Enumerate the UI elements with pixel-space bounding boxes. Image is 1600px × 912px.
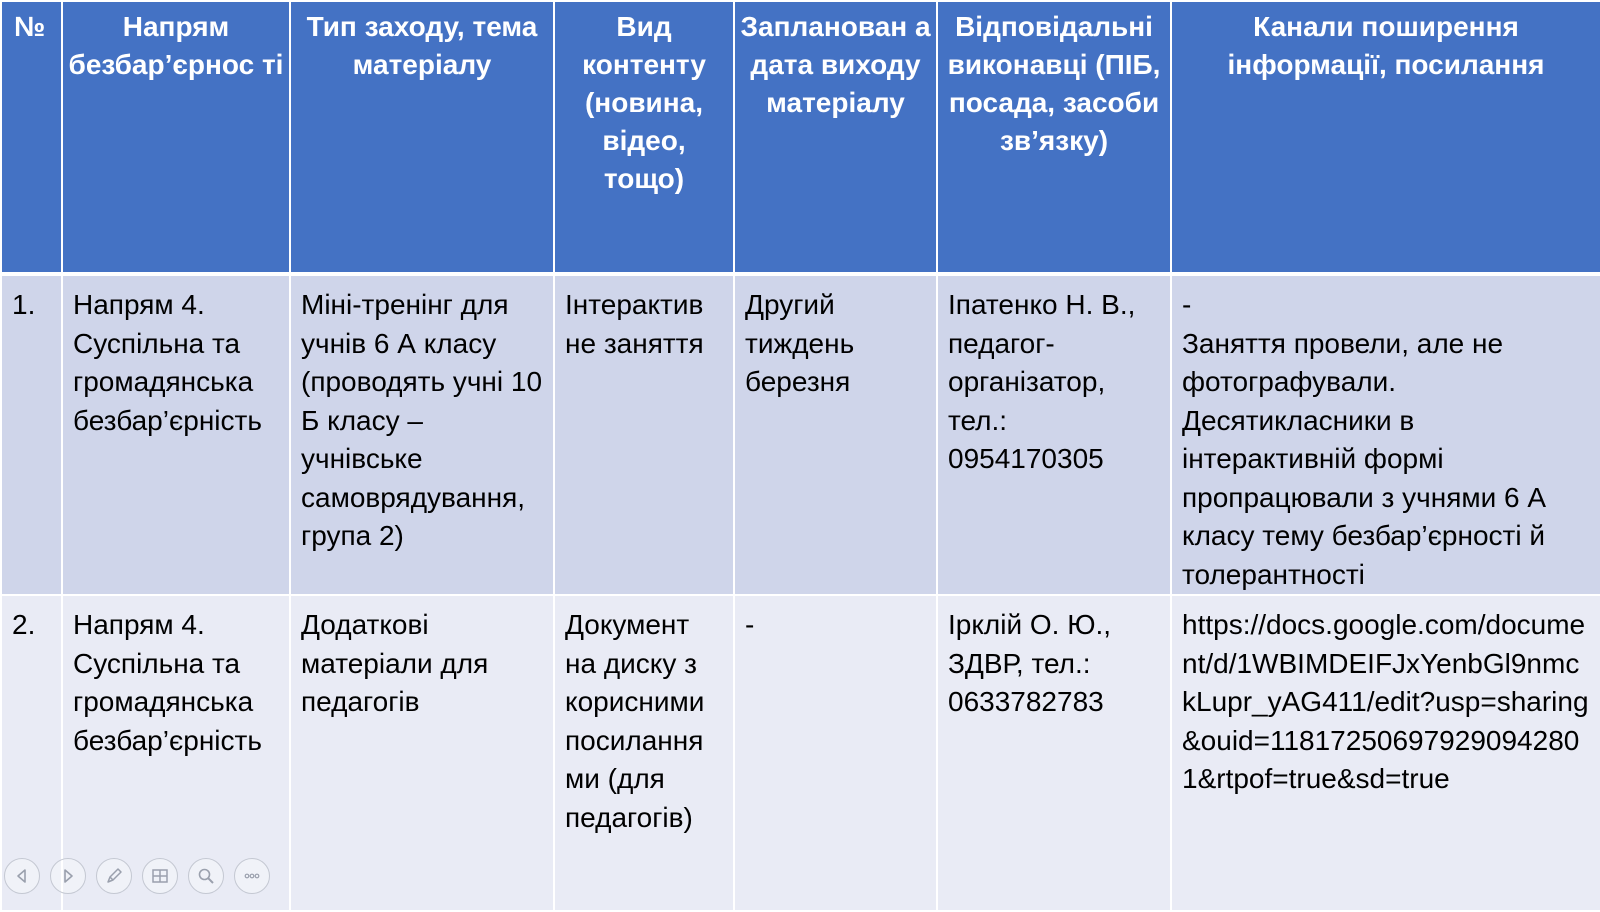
cell-number: 2. bbox=[1, 595, 62, 911]
slideshow-toolbar bbox=[4, 858, 270, 894]
next-slide-button[interactable] bbox=[50, 858, 86, 894]
next-icon bbox=[58, 866, 78, 886]
table-row bbox=[1, 274, 1600, 595]
more-icon bbox=[242, 866, 262, 886]
previous-slide-button[interactable] bbox=[4, 858, 40, 894]
cell-channels: - Заняття провели, але не фотографували. Десятикласники в інтерактивній формі пропрацювали з учнями 6 А класу тему безбар’єрності й толерантності bbox=[1171, 274, 1600, 595]
column-header-channels: Канали поширення інформації, посилання bbox=[1171, 1, 1600, 274]
cell-responsible: Ірклій О. Ю., ЗДВР, тел.: 0633782783 bbox=[937, 595, 1171, 911]
cell-event-type: Міні-тренінг для учнів 6 А класу (проводять учні 10 Б класу – учнівське самоврядування, група 2) bbox=[290, 274, 554, 595]
cell-content-type: Інтерактив не заняття bbox=[554, 274, 734, 595]
zoom-icon bbox=[196, 866, 216, 886]
pen-icon bbox=[104, 866, 124, 886]
cell-channels-link[interactable]: https://docs.google.com/document/d/1WBIMDEIFJxYenbGl9nmckLupr_yAG411/edit?usp=sharing&ouid=118172506979290942801&rtpof=true&sd=true bbox=[1171, 595, 1600, 911]
column-header-event-type: Тип заходу, тема матеріалу bbox=[290, 1, 554, 274]
cell-direction: Напрям 4. Суспільна та громадянська безбар’єрність bbox=[62, 595, 290, 911]
column-header-responsible: Відповідальні виконавці (ПІБ, посада, засоби зв’язку) bbox=[937, 1, 1171, 274]
more-options-button[interactable] bbox=[234, 858, 270, 894]
see-all-slides-button[interactable] bbox=[142, 858, 178, 894]
cell-responsible: Іпатенко Н. В., педагог-організатор, тел.: 0954170305 bbox=[937, 274, 1171, 595]
slides-grid-icon bbox=[150, 866, 170, 886]
cell-planned-date: - bbox=[734, 595, 937, 911]
cell-number: 1. bbox=[1, 274, 62, 595]
pen-button[interactable] bbox=[96, 858, 132, 894]
cell-planned-date: Другий тиждень березня bbox=[734, 274, 937, 595]
column-header-number: № bbox=[1, 1, 62, 274]
column-header-planned-date: Запланован а дата виходу матеріалу bbox=[734, 1, 937, 274]
cell-content-type: Документ на диску з корисними посилання ми (для педагогів) bbox=[554, 595, 734, 911]
header-row bbox=[1, 1, 1600, 274]
cell-direction: Напрям 4. Суспільна та громадянська безбар’єрність bbox=[62, 274, 290, 595]
zoom-button[interactable] bbox=[188, 858, 224, 894]
column-header-content-type: Вид контенту (новина, відео, тощо) bbox=[554, 1, 734, 274]
cell-event-type: Додаткові матеріали для педагогів bbox=[290, 595, 554, 911]
previous-icon bbox=[12, 866, 32, 886]
column-header-direction: Напрям безбар’єрнос ті bbox=[62, 1, 290, 274]
